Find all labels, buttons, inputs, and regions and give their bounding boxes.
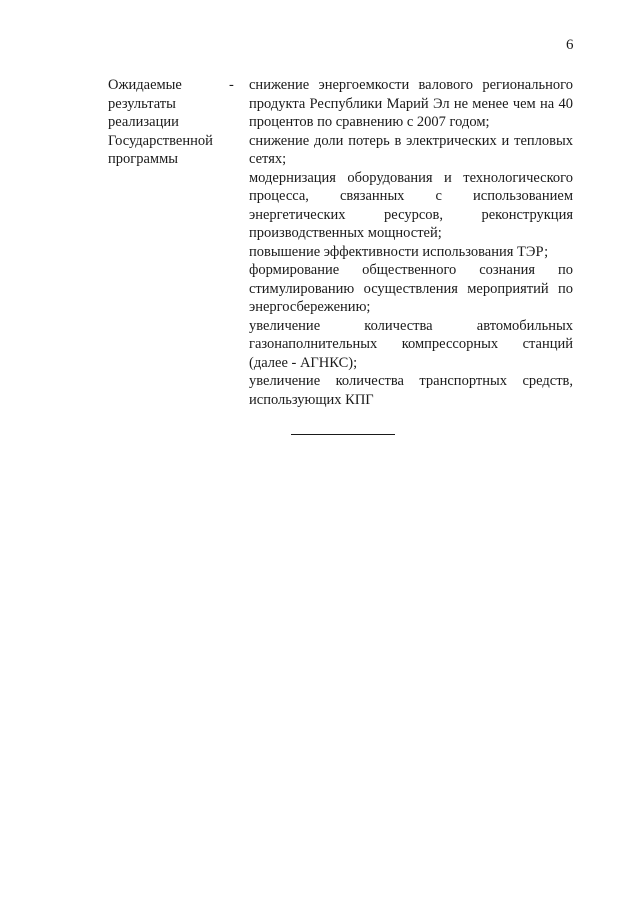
result-item-grid-losses: снижение доли потерь в электрических и тепловых сетях;	[249, 132, 573, 167]
result-item-cng-vehicles: увеличение количества транспортных средств, использующих КПГ	[249, 373, 573, 408]
result-item-energy-intensity: снижение энергоемкости валового регионального продукта Республики Марий Эл не менее чем на 40 процентов по сравнению с 2007 годом;	[249, 77, 573, 130]
label-dash: -	[229, 77, 234, 93]
result-item-fuel-efficiency: повышение эффективности использования ТЭР;	[249, 243, 549, 260]
end-rule	[291, 434, 395, 435]
result-item-public-awareness: формирование общественного сознания по стимулированию осуществления мероприятий по энергосбережению;	[249, 262, 573, 315]
page-number: 6	[566, 37, 574, 53]
result-item-modernization: модернизация оборудования и технологического процесса, связанных с использованием энергетических ресурсов, реконструкция производственных мощностей;	[249, 169, 573, 241]
row-label: Ожидаемые результаты реализации Государственной программы	[108, 77, 213, 167]
expected-results-list	[249, 76, 573, 409]
result-item-cng-stations: увеличение количества автомобильных газонаполнительных компрессорных станций (далее - АГНКС);	[249, 317, 573, 371]
